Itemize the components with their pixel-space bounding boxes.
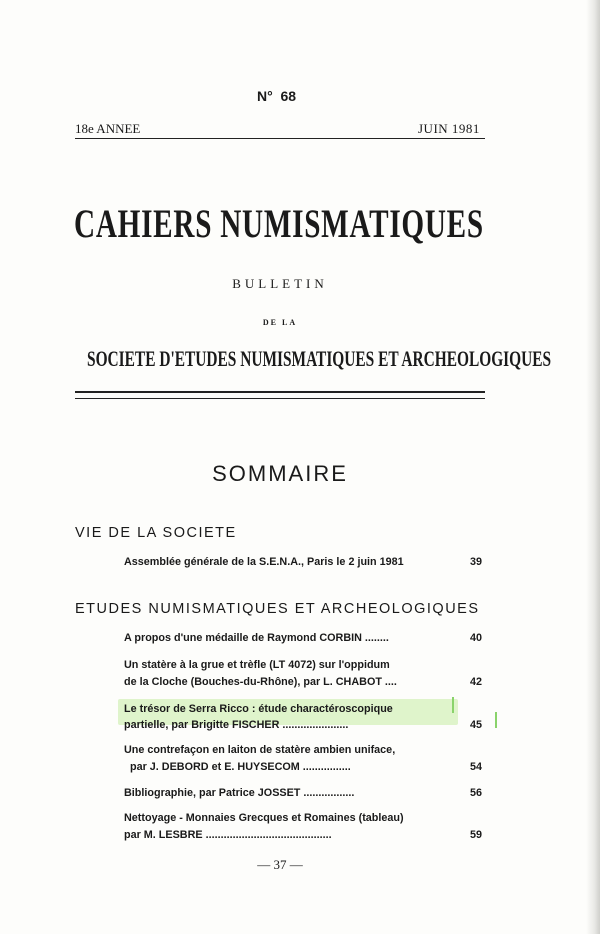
section-title-etudes: ETUDES NUMISMATIQUES ET ARCHEOLOGIQUES bbox=[75, 601, 480, 617]
toc-page-56: 56 bbox=[470, 787, 483, 799]
masthead-rule-bottom bbox=[75, 398, 485, 399]
toc-page-39: 39 bbox=[470, 556, 483, 568]
header-rule bbox=[75, 138, 485, 139]
issue-date: JUIN 1981 bbox=[418, 121, 480, 136]
toc-entry-statere-line2: de la Cloche (Bouches-du-Rhône), par L. CHABOT .... bbox=[124, 676, 397, 688]
masthead-rule-top bbox=[75, 391, 485, 393]
issue-number-value: 68 bbox=[280, 88, 297, 104]
highlighter-stroke-right bbox=[452, 697, 454, 713]
page-edge-shadow bbox=[586, 0, 600, 934]
toc-entry-serra-ricco-line1: Le trésor de Serra Ricco : étude charactéroscopique bbox=[124, 703, 393, 715]
society-name: SOCIETE D'ETUDES NUMISMATIQUES ET ARCHEOLOGIQUES bbox=[87, 346, 552, 371]
issue-number-label: N° bbox=[257, 88, 273, 104]
toc-entry-nettoyage-line1: Nettoyage - Monnaies Grecques et Romaines (tableau) bbox=[124, 812, 404, 824]
toc-entry-bibliographie: Bibliographie, par Patrice JOSSET ................. bbox=[124, 787, 355, 799]
toc-page-40: 40 bbox=[470, 632, 483, 644]
page-number: — 37 — bbox=[257, 857, 303, 872]
highlighter-stroke-page bbox=[495, 712, 497, 728]
volume-year: 18e ANNEE bbox=[75, 121, 141, 136]
toc-page-42: 42 bbox=[470, 676, 483, 688]
toc-entry-contrefacon-line2: par J. DEBORD et E. HUYSECOM ................ bbox=[130, 761, 351, 773]
toc-entry-corbin: A propos d'une médaille de Raymond CORBIN ........ bbox=[124, 632, 389, 644]
section-title-vie-societe: VIE DE LA SOCIETE bbox=[75, 525, 237, 541]
toc-entry-statere-line1: Un statère à la grue et trèfle (LT 4072) sur l'oppidum bbox=[124, 659, 390, 671]
toc-page-45: 45 bbox=[470, 719, 483, 731]
toc-entry-serra-ricco-line2: partielle, par Brigitte FISCHER ...................... bbox=[124, 719, 349, 731]
journal-title: CAHIERS NUMISMATIQUES bbox=[74, 201, 484, 246]
issue-number bbox=[257, 88, 296, 104]
toc-entry-contrefacon-line1: Une contrefaçon en laiton de statère ambien uniface, bbox=[124, 744, 396, 756]
journal-subtitle: BULLETIN bbox=[232, 276, 328, 291]
contents-heading: SOMMAIRE bbox=[212, 461, 348, 486]
toc-entry-nettoyage-line2: par M. LESBRE .......................................... bbox=[124, 829, 332, 841]
toc-page-59: 59 bbox=[470, 829, 483, 841]
subtitle-connector: DE LA bbox=[262, 318, 298, 327]
toc-entry-assemblee: Assemblée générale de la S.E.N.A., Paris le 2 juin 1981 bbox=[124, 556, 404, 568]
toc-page-54: 54 bbox=[470, 761, 483, 773]
